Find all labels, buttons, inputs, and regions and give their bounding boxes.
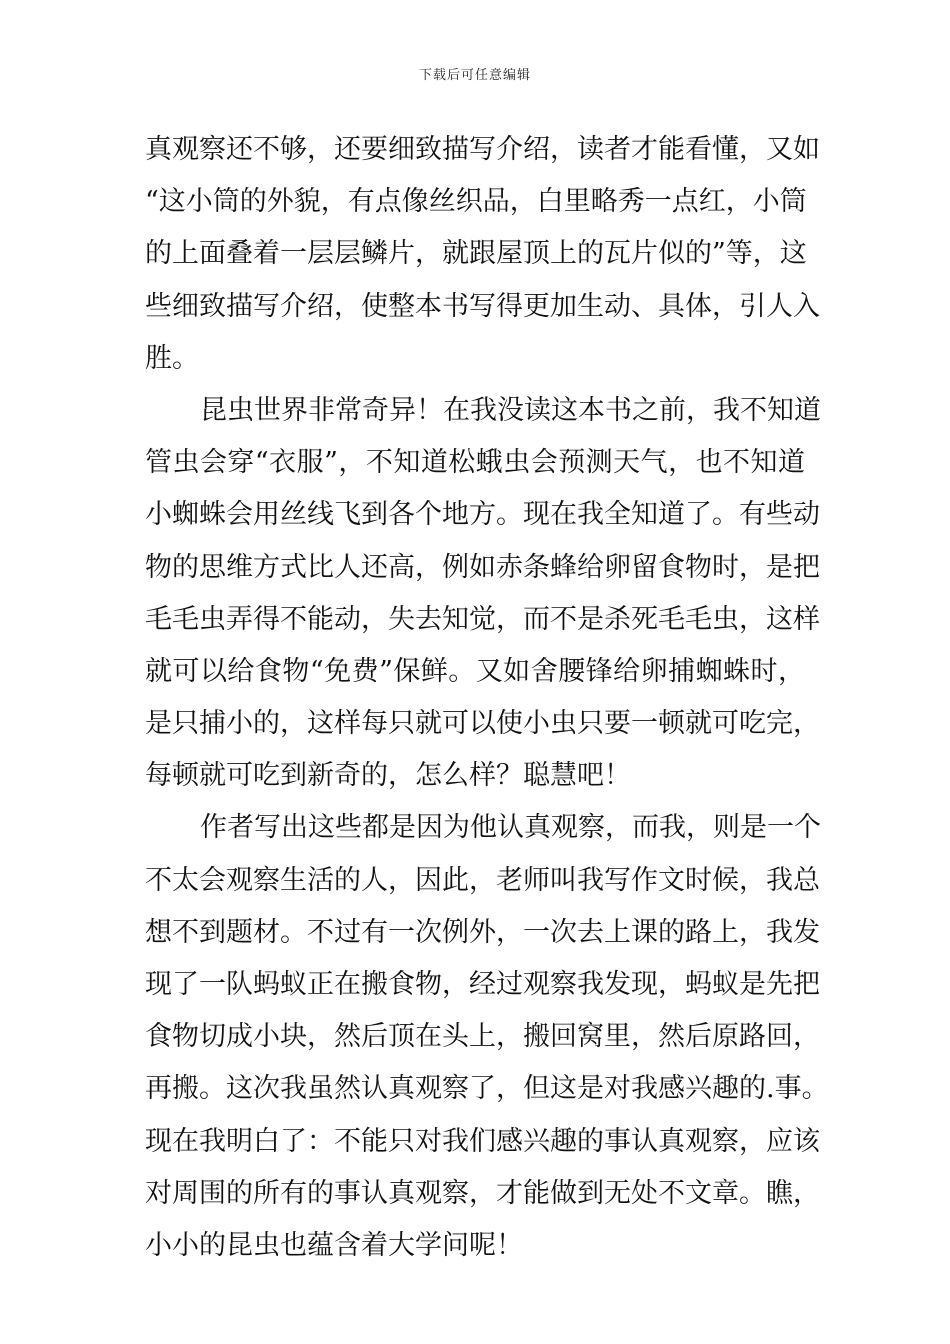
text-line: 想不到题材。不过有一次例外，一次去上课的路上，我发 <box>145 916 820 948</box>
text-line: 物的思维方式比人还高，例如赤条蜂给卵留食物时，是把 <box>145 551 820 583</box>
text-line: 小小的昆虫也蕴含着大学问呢！ <box>145 1229 523 1261</box>
text-line: 食物切成小块，然后顶在头上，搬回窝里，然后原路回， <box>145 1021 820 1053</box>
text-line: 就可以给食物“免费”保鲜。又如舍腰锋给卵捕蜘蛛时， <box>145 655 805 687</box>
text-line: 不太会观察生活的人，因此，老师叫我写作文时候，我总 <box>145 864 820 896</box>
text-line: “这小筒的外貌，有点像丝织品，白里略秀一点红，小筒 <box>145 186 807 218</box>
text-line: 真观察还不够，还要细致描写介绍，读者才能看懂，又如 <box>145 134 820 165</box>
text-line: 管虫会穿“衣服”，不知道松蛾虫会预测天气，也不知道 <box>145 447 805 479</box>
text-line: 作者写出这些都是因为他认真观察，而我，则是一个 <box>200 812 821 844</box>
text-line: 小蜘蛛会用丝线飞到各个地方。现在我全知道了。有些动 <box>145 499 820 531</box>
text-line: 胜。 <box>145 342 199 374</box>
text-line: 现了一队蚂蚁正在搬食物，经过观察我发现，蚂蚁是先把 <box>145 969 820 1000</box>
text-line: 的上面叠着一层层鳞片，就跟屋顶上的瓦片似的”等，这 <box>145 238 807 270</box>
text-line: 对周围的所有的事认真观察，才能做到无处不文章。瞧， <box>145 1177 820 1209</box>
text-line: 现在我明白了：不能只对我们感兴趣的事认真观察，应该 <box>145 1125 820 1157</box>
text-line: 些细致描写介绍，使整本书写得更加生动、具体，引人入 <box>145 290 820 322</box>
text-line: 每顿就可吃到新奇的，怎么样？聪慧吧！ <box>145 760 631 792</box>
text-line: 昆虫世界非常奇异！在我没读这本书之前，我不知道 <box>200 394 821 426</box>
text-line: 毛毛虫弄得不能动，失去知觉，而不是杀死毛毛虫，这样 <box>145 603 820 635</box>
page-header: 下载后可任意编辑 <box>418 68 531 83</box>
text-line: 再搬。这次我虽然认真观察了，但这是对我感兴趣的.事。 <box>145 1073 829 1105</box>
body-text <box>145 124 829 1272</box>
paragraph <box>145 385 821 803</box>
paragraph <box>145 802 829 1272</box>
paragraph <box>145 124 820 385</box>
text-line: 是只捕小的，这样每只就可以使小虫只要一顿就可吃完， <box>145 708 820 740</box>
